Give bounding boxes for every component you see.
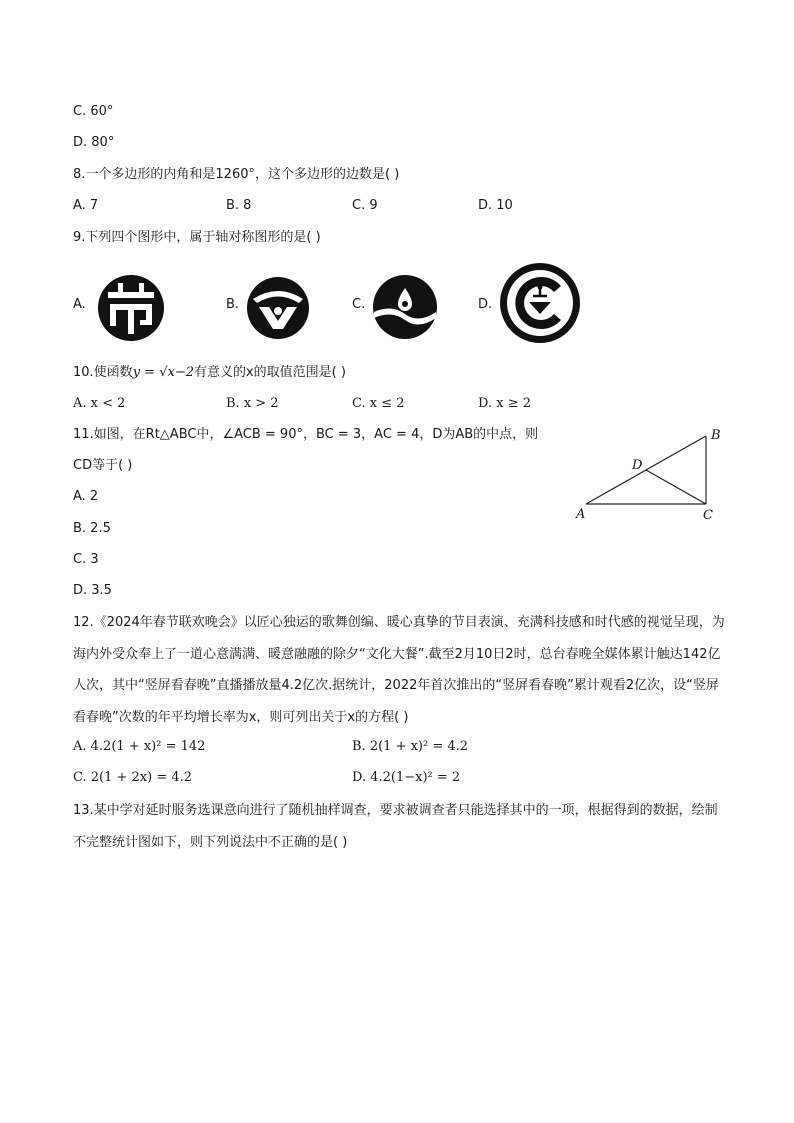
q10-option-c: C. x ≤ 2 [352,396,405,411]
q12-option-d: D. 4.2(1−x)² = 2 [352,770,461,785]
q8-stem: 8.一个多边形的内角和是1260°，这个多边形的边数是( ) [73,167,400,182]
q10-stem-prefix: 10.使函数 [73,365,133,380]
q12-option-a: A. 4.2(1 + x)² = 142 [73,739,206,754]
logo-d-icon [499,262,581,344]
vertex-b-label: B [711,428,721,443]
q12-stem: 12.《2024年春节联欢晚会》以匠心独运的歌舞创编、暖心真挚的节目表演、充满科技感和时代感的视觉呈现，为海内外受众奉上了一道心意满满、暖意融融的除夕“文化大餐”.截至2月10日2时，总台春晚全媒体累计触达142亿人次，其中“竖屏看春晚”直播播放量4.2亿次.据统计，2022年首次推出的“竖屏看春晚”累计观看2亿次，设“竖屏看春晚”次数的年平均增长率为x，则可列出关于x的方程( ) [73,615,725,725]
q10-option-a: A. x < 2 [73,396,126,411]
triangle-figure [572,424,732,524]
q8-option-c: C. 9 [352,198,378,213]
q8-option-d: D. 10 [478,198,513,213]
logo-c-icon [372,274,438,340]
q10-option-b: B. x > 2 [226,396,279,411]
q11-option-d: D. 3.5 [73,583,112,598]
q9-stem: 9.下列四个图形中，属于轴对称图形的是( ) [73,230,321,245]
q11-stem-line2: CD等于( ) [73,458,133,473]
q7-option-c: C. 60° [73,104,114,119]
q12-option-c: C. 2(1 + 2x) = 4.2 [73,770,193,785]
q10-stem-suffix: 有意义的x的取值范围是( ) [193,365,346,380]
logo-a-icon [96,273,166,343]
q7-option-d: D. 80° [73,135,115,150]
q9-label-d: D. [478,297,493,312]
q9-label-b: B. [226,297,240,312]
q11-stem-line1: 11.如图，在Rt△ABC中，∠ACB = 90°，BC = 3，AC = 4，D为AB的中点，则 [73,427,539,442]
q13-stem: 13.某中学对延时服务选课意向进行了随机抽样调查，要求被调查者只能选择其中的一项，根据得到的数据，绘制不完整统计图如下，则下列说法中不正确的是( ) [73,803,718,850]
q11-option-a: A. 2 [73,489,99,504]
q11-option-b: B. 2.5 [73,521,111,536]
q10-option-d: D. x ≥ 2 [478,396,531,411]
q9-label-a: A. [73,297,86,312]
q12-option-b: B. 2(1 + x)² = 4.2 [352,739,469,754]
vertex-a-label: A [576,507,586,522]
q8-option-a: A. 7 [73,198,99,213]
q10-stem [73,364,346,382]
segment-cd [646,470,706,504]
logo-b-icon [245,275,311,341]
q11-option-c: C. 3 [73,552,99,567]
q10-function: y = √x−2 [132,365,194,380]
q8-option-b: B. 8 [226,198,252,213]
q9-label-c: C. [352,297,366,312]
vertex-c-label: C [703,508,713,523]
vertex-d-label: D [632,458,643,473]
